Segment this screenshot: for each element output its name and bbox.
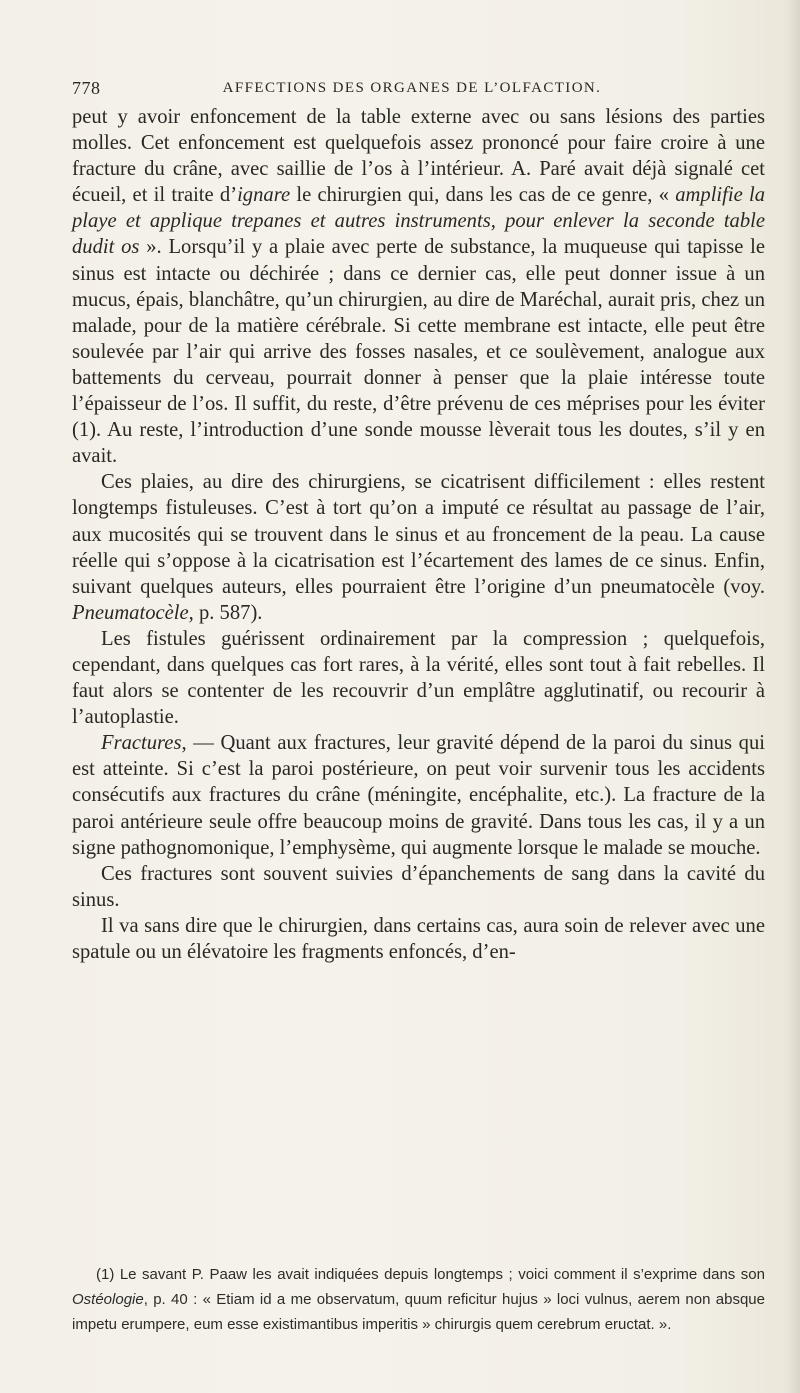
paragraph-5: Ces fractures sont souvent suivies d’épanchements de sang dans la cavité du sinus. bbox=[72, 862, 765, 911]
footnotes bbox=[72, 1262, 765, 1337]
footnote-1: (1) Le savant P. Paaw les avait indiquées depuis longtemps ; voici comment il s’exprime dans son Ostéologie, p. 40 : « Etiam id a me observatum, quum reficitur hujus » loci vulnus, aerem non absque impetu erumpere, eum esse existimantibus imperitis » chirurgis quem cerebrum eructat. ». bbox=[72, 1266, 765, 1333]
paragraph-3: Les fistules guérissent ordinairement par la compression ; quelquefois, cependant, dans quelques cas fort rares, à la vérité, elles sont tout à fait rebelles. Il faut alors se contenter de les recouvrir d’un emplâtre agglutinatif, ou recourir à l’autoplastie. bbox=[72, 627, 765, 729]
page-header bbox=[72, 78, 762, 102]
paragraph-4: Fractures, — Quant aux fractures, leur gravité dépend de la paroi du sinus qui est atteinte. Si c’est la paroi postérieure, on peut voir survenir tous les accidents consécutifs aux fractures du crâne (méningite, encéphalite, etc.). La fracture de la paroi antérieure seule offre beaucoup moins de gravité. Dans tous les cas, il y a un signe pathognomonique, l’emphysème, qui augmente lorsque le malade se mouche. bbox=[72, 732, 765, 859]
page-number: 778 bbox=[72, 78, 101, 98]
body-text bbox=[72, 104, 765, 965]
paragraph-6: Il va sans dire que le chirurgien, dans certains cas, aura soin de relever avec une spatule ou un élévatoire les fragments enfoncés, d’en- bbox=[72, 914, 765, 963]
paragraph-1: peut y avoir enfoncement de la table externe avec ou sans lésions des parties molles. Cet enfoncement est quelquefois assez prononcé pour faire croire à une fracture du crâne, avec saillie de l’os à l’intérieur. A. Paré avait déjà signalé cet écueil, et il traite d’ignare le chirurgien qui, dans les cas de ce genre, « amplifie la playe et applique trepanes et autres instruments, pour enlever la seconde table dudit os ». Lorsqu’il y a plaie avec perte de substance, la muqueuse qui tapisse le sinus est intacte ou déchirée ; dans ce dernier cas, elle peut donner issue à un mucus, épais, blanchâtre, qu’un chirurgien, au dire de Maréchal, aurait pris, chez un malade, pour de la matière cérébrale. Si cette membrane est intacte, elle peut être soulevée par l’air qui arrive des fosses nasales, et ce soulèvement, analogue aux battements du cerveau, pourrait donner à penser que la plaie intéresse toute l’épaisseur de l’os. Il suffit, du reste, d’être prévenu de ces méprises pour les éviter (1). Au reste, l’introduction d’une sonde mousse lèverait tous les doutes, s’il y en avait. bbox=[72, 106, 765, 468]
paragraph-2: Ces plaies, au dire des chirurgiens, se cicatrisent difficilement : elles restent longtemps fistuleuses. C’est à tort qu’on a imputé ce résultat au passage de l’air, aux mucosités qui se trouvent dans le sinus et au froncement de la peau. La cause réelle qui s’oppose à la cicatrisation est l’écartement des lames de ce sinus. Enfin, suivant quelques auteurs, elles pourraient être l’origine d’un pneumatocèle (voy. Pneumatocèle, p. 587). bbox=[72, 471, 765, 624]
running-title: AFFECTIONS DES ORGANES DE L’OLFACTION. bbox=[222, 80, 602, 96]
page-edge-shadow bbox=[786, 0, 800, 1393]
